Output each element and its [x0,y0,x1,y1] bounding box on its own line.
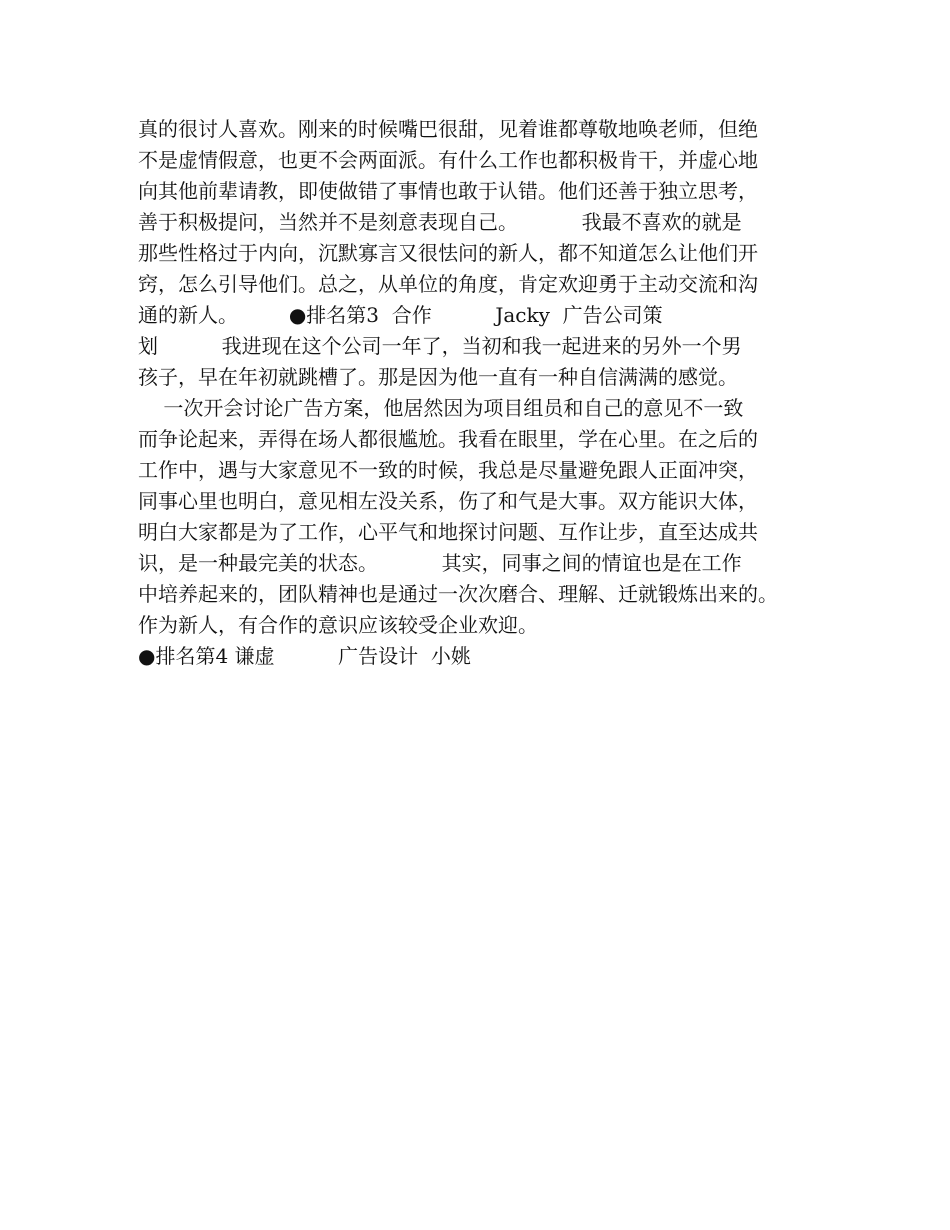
text-line: 孩子，早在年初就跳槽了。那是因为他一直有一种自信满满的感觉。 [138,365,738,389]
text-line: 划 我进现在这个公司一年了，当初和我一起进来的另外一个男 [138,334,742,358]
text-line: 工作中，遇与大家意见不一致的时候，我总是尽量避免跟人正面冲突， [138,458,758,482]
text-line: 一次开会讨论广告方案，他居然因为项目组员和自己的意见不一致 [138,396,744,420]
text-line: 窍，怎么引导他们。总之，从单位的角度，肯定欢迎勇于主动交流和沟 [138,272,758,296]
text-line: 不是虚情假意，也更不会两面派。有什么工作也都积极肯干，并虚心地 [138,148,758,172]
text-line: 作为新人，有合作的意识应该较受企业欢迎。 [138,613,538,637]
text-line: 那些性格过于内向，沉默寡言又很怯问的新人，都不知道怎么让他们开 [138,241,758,265]
text-line: 通的新人。 ●排名第3 合作 Jacky 广告公司策 [138,303,663,327]
text-line: 明白大家都是为了工作，心平气和地探讨问题、互作让步，直至达成共 [138,520,758,544]
text-line: 中培养起来的，团队精神也是通过一次次磨合、理解、迁就锻炼出来的。 [138,582,778,606]
body-text [138,114,838,672]
text-line: 向其他前辈请教，即使做错了事情也敢于认错。他们还善于独立思考， [138,179,758,203]
text-line: ●排名第4 谦虚 广告设计 小姚 [138,644,471,668]
text-line: 真的很讨人喜欢。刚来的时候嘴巴很甜，见着谁都尊敬地唤老师，但绝 [138,117,758,141]
text-line: 识，是一种最完美的状态。 其实，同事之间的情谊也是在工作 [138,551,742,575]
text-line: 同事心里也明白，意见相左没关系，伤了和气是大事。双方能识大体， [138,489,758,513]
text-line: 而争论起来，弄得在场人都很尴尬。我看在眼里，学在心里。在之后的 [138,427,758,451]
text-line: 善于积极提问，当然并不是刻意表现自己。 我最不喜欢的就是 [138,210,742,234]
